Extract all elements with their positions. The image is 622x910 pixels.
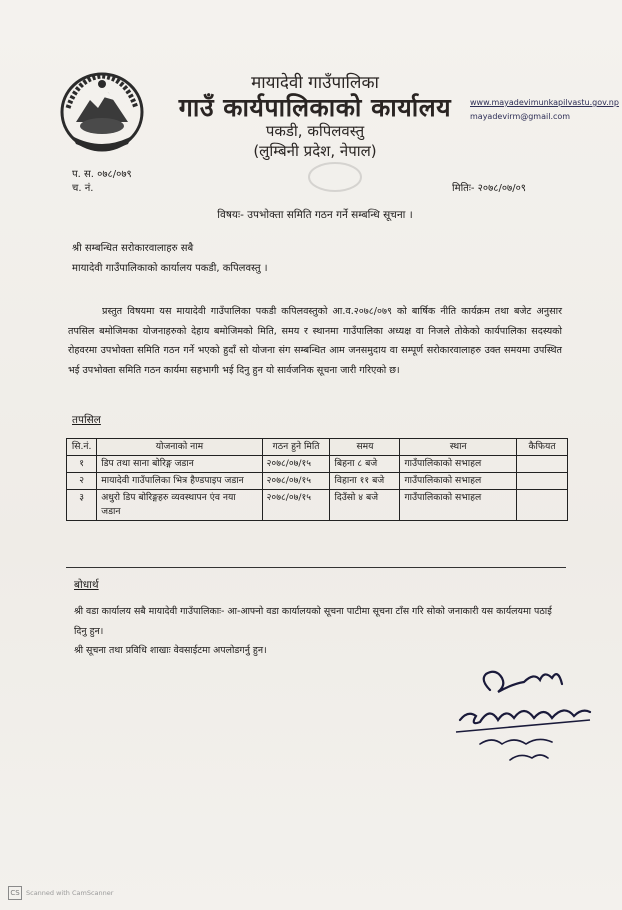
subject-line [180,208,450,222]
row-project-name: मायादेवी गाउँपालिका भित्र हैण्डपाइप जडान [97,473,262,490]
column-header: योजनाको नाम [97,439,262,456]
dispatch-number: च. नं. [72,183,94,194]
column-header: गठन हुने मिति [262,439,330,456]
letter-date: मितिः- २०७८/०७/०९ [452,183,527,194]
schedule-title: तपसिल [72,414,101,426]
table-header-row [67,439,568,456]
scanner-watermark: Scanned with CamScanner [26,889,114,897]
addressee-line-1: श्री सम्बन्धित सरोकारवालाहरु सबै [72,243,194,254]
row-time: विहाना ११ बजे [330,473,400,490]
row-place: गाउँपालिकाको सभाहल [400,456,517,473]
row-date: २०७८/०७/१५ [262,490,330,521]
subject-label: विषयः- [217,209,244,221]
addressee-line-2: मायादेवी गाउँपालिकाको कार्यालय पकडी, कपिलवस्तु । [72,263,268,274]
email-address[interactable]: mayadevirm@gmail.com [470,112,571,121]
notice-body: प्रस्तुत विषयमा यस मायादेवी गाउँपालिका पकडी कपिलवस्तुको आ.व.२०७८/०७९ को बार्षिक नीति कार्यक्रम तथा बजेट अनुसार तपसिल बमोजिमका योजनाहरुको देहाय बमोजिमको मिति, समय र स्थानमा गाउँपालिका अध्यक्ष वा निजले तोकेको कार्यपालिका सदस्यको रोहवरमा उपभोक्ता समिति गठन गर्ने भएको हुदाँ सो योजना संग सम्बन्धित आम जनसमुदाय वा सम्पूर्ण सरोकारवालाहरु उक्त समयमा उपस्थित भई उपभोक्ता समिति गठन कार्यमा सहभागी भई दिनु हुन यो सार्वजनिक सूचना जारी गरिएको छ। [68,306,562,376]
table-row [67,456,568,473]
row-serial: ३ [67,490,97,521]
row-remarks [517,473,568,490]
table-row [67,473,568,490]
municipality-name: मायादेवी गाउँपालिका [251,73,379,93]
row-time: बिहना ८ बजे [330,456,400,473]
row-remarks [517,490,568,521]
column-header: स्थान [400,439,517,456]
row-time: दिउँसो ४ बजे [330,490,400,521]
row-remarks [517,456,568,473]
row-project-name: डिप तथा साना बोरिङ्ग जडान [97,456,262,473]
column-header: कैफियत [517,439,568,456]
row-project-name: अधुरो डिप बोरिङ्गहरु व्यवस्थापन एंव नया जडान [97,490,262,521]
table-row [67,490,568,521]
cc-line-1: श्री वडा कार्यालय सबै मायादेवी गाउँपालिकाः- आ-आफ्नो वडा कार्यालयको सूचना पाटीमा सूचना टाँस गरि सोको जनाकारी यस कार्यलयमा पठाई दिनु हुन। [74,606,552,637]
row-serial: १ [67,456,97,473]
office-name: गाउँ कार्यपालिकाको कार्यालय [178,93,452,122]
subject-text: उपभोक्ता समिति गठन गर्ने सम्बन्धि सूचना । [247,209,413,221]
row-place: गाउँपालिकाको सभाहल [400,473,517,490]
office-province: (लुम्बिनी प्रदेश, नेपाल) [253,142,377,160]
row-place: गाउँपालिकाको सभाहल [400,490,517,521]
section-divider [66,567,566,568]
schedule-table [66,438,568,521]
website-link[interactable]: www.mayadevimunkapilvastu.gov.np [470,98,619,107]
cc-line-2: श्री सूचना तथा प्रविधि शाखाः वेवसाईटमा अपलोडगर्नु हुन। [74,645,267,656]
letter-number: प. स. ०७८/०७९ [72,169,132,180]
office-location: पकडी, कपिलवस्तु [265,122,365,140]
row-date: २०७८/०७/१५ [262,456,330,473]
column-header: सि.नं. [67,439,97,456]
row-date: २०७८/०७/१५ [262,473,330,490]
cc-title: बोधार्थ [74,579,99,591]
column-header: समय [330,439,400,456]
faint-stamp-icon [305,160,365,195]
handwritten-signature-icon [440,660,600,770]
camscanner-logo-icon: CS [8,886,22,900]
row-serial: २ [67,473,97,490]
nepal-emblem-icon [58,70,146,154]
